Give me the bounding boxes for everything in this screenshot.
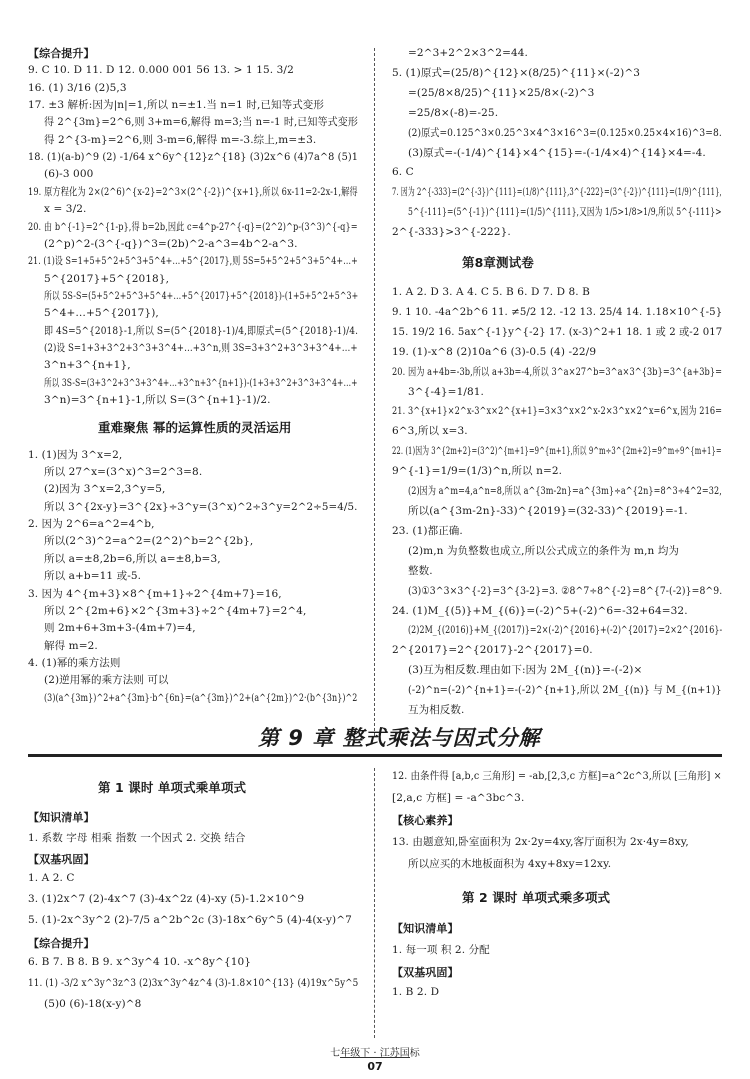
answer-line: 6. C xyxy=(392,166,414,179)
answer-line: 13. 由题意知,卧室面积为 2x·2y=4xy,客厅面积为 2x·4y=8xy, xyxy=(392,836,689,848)
answer-line: 9^{-1}=1/9=(1/3)^n,所以 n=2. xyxy=(392,465,563,478)
answer-line: 互为相反数. xyxy=(408,704,465,717)
answer-line: 所以(a^{3m-2n}-33)^{2019}=(32-33)^{2019}=-1. xyxy=(408,505,688,517)
answer-line: (-2)^n=(-2)^{n+1}=-(-2)^{n+1},所以 2M_{(n)} 与 M_{(n+1)} xyxy=(408,684,722,697)
section-title: 第8章测试卷 xyxy=(462,255,534,271)
answer-line: 所以 a+b=11 或-5. xyxy=(44,570,142,583)
answer-line: 9. C 10. D 11. D 12. 0.000 001 56 13. > 1 15. 3/2 xyxy=(28,64,294,77)
column-divider-lower xyxy=(374,768,376,1038)
answer-line: (3)互为相反数.理由如下:因为 2M_{(n)}=-(-2)× xyxy=(408,664,643,677)
section-heading: 【知识清单】 xyxy=(392,922,459,935)
answer-line: 19. 原方程化为 2×(2^6)^{x-2}=2^3×(2^{-2})^{x+1},所以 6x-11=2-2x-1,解得 xyxy=(28,185,358,198)
answer-line: 5^{2017}+5^{2018}, xyxy=(44,272,170,285)
answer-line: 6^3,所以 x=3. xyxy=(392,425,468,438)
answer-line: 4. (1)幂的乘方法则 xyxy=(28,656,121,669)
answer-line: 20. 由 b^{-1}=2^{1-p},得 b=2b,因此 c=4^p-27^{-q}=(2^2)^p-(3^3)^{-q}= xyxy=(28,220,358,233)
answer-line: 所以 27^x=(3^x)^3=2^3=8. xyxy=(44,466,203,479)
answer-line: (2)m,n 为负整数也成立,所以公式成立的条件为 m,n 均为 xyxy=(408,544,680,557)
answer-line: (6)-3 000 xyxy=(44,168,94,181)
answer-line: 1. A 2. D 3. A 4. C 5. B 6. D 7. D 8. B xyxy=(392,286,590,298)
section-title: 第 2 课时 单项式乘多项式 xyxy=(462,890,611,905)
footer-rule xyxy=(340,1057,410,1058)
footer-grade: 七年级下 · 江苏国标 xyxy=(330,1048,420,1059)
answer-line: 12. 由条件得 [a,b,c 三角形] = -ab,[2,3,c 方框]=a^2c^3,所以 [三角形] × xyxy=(392,770,722,782)
answer-line: 1. 每一项 积 2. 分配 xyxy=(392,944,490,956)
answer-line: 11. (1) -3/2 x^3y^3z^3 (2)3x^3y^4z^4 (3)-1.8×10^{13} (4)19x^5y^5 xyxy=(28,977,359,989)
answer-line: 3^n)=3^{n+1}-1,所以 S=(3^{n+1}-1)/2. xyxy=(44,394,271,407)
answer-line: 3. 因为 4^{m+3}×8^{m+1}÷2^{4m+7}=16, xyxy=(28,587,282,600)
answer-line: 19. (1)-x^8 (2)10a^6 (3)-0.5 (4) -22/9 xyxy=(392,345,597,358)
chapter-rule xyxy=(28,754,722,757)
answer-line: =2^3+2^2×3^2=44. xyxy=(408,47,528,59)
answer-line: 7. 因为 2^{-333}=(2^{-3})^{111}=(1/8)^{111},3^{-222}=(3^{-2})^{111}=(1/9)^{111}, xyxy=(392,186,722,199)
answer-line: =(25/8×8/25)^{11}×25/8×(-2)^3 xyxy=(408,86,595,99)
answer-line: 18. (1)(a-b)^9 (2) -1/64 x^6y^{12}z^{18} (3)2x^6 (4)7a^8 (5)1 xyxy=(28,151,359,164)
answer-line: 5^{-111}=(5^{-1})^{111}=(1/5)^{111},又因为 1/5>1/8>1/9,所以 5^{-111}> xyxy=(408,206,722,219)
section-heading: 【双基巩固】 xyxy=(392,966,459,979)
answer-line: 21. 3^{x+1}×2^x-3^x×2^{x+1}=3×3^x×2^x-2×3^x×2^x=6^x,因为 216= xyxy=(392,405,723,418)
answer-line: 所以 3S-S=(3+3^2+3^3+3^4+…+3^n+3^{n+1})-(1+3+3^2+3^3+3^4+…+ xyxy=(44,376,358,389)
answer-line: 1. (1)因为 3^x=2, xyxy=(28,448,123,461)
answer-line: 所以 a=±8,2b=6,所以 a=±8,b=3, xyxy=(44,552,221,565)
section-heading: 【知识清单】 xyxy=(28,811,95,824)
answer-line: 所以应买的木地板面积为 4xy+8xy=12xy. xyxy=(408,858,612,870)
answer-line: 5. (1)-2x^3y^2 (2)-7/5 a^2b^2c (3)-18x^6y^5 (4)-4(x-y)^7 xyxy=(28,914,352,926)
answer-line: =25/8×(-8)=-25. xyxy=(408,106,499,119)
answer-line: 5^4+…+5^{2017}), xyxy=(44,307,159,320)
answer-line: 所以(2^3)^2=a^2=(2^2)^b=2^{2b}, xyxy=(44,535,254,548)
answer-line: 2^{2017}=2^{2017}-2^{2017}=0. xyxy=(392,644,593,657)
answer-line: (3)①3^3×3^{-2}=3^{3-2}=3. ②8^7÷8^{-2}=8^{7-(-2)}=8^9. xyxy=(408,584,723,597)
answer-line: 6. B 7. B 8. B 9. x^3y^4 10. -x^8y^{10} xyxy=(28,956,252,968)
answer-line: (3)原式=-(-1/4)^{14}×4^{15}=-(-1/4×4)^{14}×4=-4. xyxy=(408,146,706,159)
answer-line: 15. 19/2 16. 5ax^{-1}y^{-2} 17. (x-3)^2+1 18. 1 或 2 或-2 017 xyxy=(392,325,723,338)
answer-line: 22. (1)因为 3^{2m+2}=(3^2)^{m+1}=9^{m+1},所以 9^m÷3^{2m+2}=9^m÷9^{m+1}= xyxy=(392,445,722,458)
answer-line: (2)逆用幂的乘方法则 可以 xyxy=(44,674,169,687)
answer-line: 得 2^{3-m}=2^6,则 3-m=6,解得 m=-3.综上,m=±3. xyxy=(44,133,317,146)
answer-line: 2. 因为 2^6=a^2=4^b, xyxy=(28,518,155,531)
section-heading: 【双基巩固】 xyxy=(28,853,95,866)
column-divider xyxy=(374,48,376,736)
answer-line: 3. (1)2x^7 (2)-4x^7 (3)-4x^2z (4)-xy (5)-1.2×10^9 xyxy=(28,893,305,905)
page-number: 07 xyxy=(367,1060,383,1073)
answer-line: 解得 m=2. xyxy=(44,639,98,652)
section-title: 重难聚焦 幂的运算性质的灵活运用 xyxy=(98,420,292,436)
answer-line: 所以 5S-S=(5+5^2+5^3+5^4+…+5^{2017}+5^{2018})-(1+5+5^2+5^3+ xyxy=(44,289,359,302)
section-heading: 【综合提升】 xyxy=(28,47,95,60)
answer-line: [2,a,c 方框] = -a^3bc^3. xyxy=(392,792,525,804)
answer-line: 所以 3^{2x-y}=3^{2x}÷3^y=(3^x)^2÷3^y=2^2÷5=4/5. xyxy=(44,500,358,513)
answer-line: 所以 2^{2m+6}×2^{3m+3}÷2^{4m+7}=2^4, xyxy=(44,604,307,617)
answer-line: 9. 1 10. -4a^2b^6 11. ≠5/2 12. -12 13. 25/4 14. 1.18×10^{-5} xyxy=(392,305,723,318)
section-heading: 【核心素养】 xyxy=(392,814,459,827)
answer-line: 3^{-4}=1/81. xyxy=(408,385,484,398)
answer-line: 21. (1)设 S=1+5+5^2+5^3+5^4+…+5^{2017},则 5S=5+5^2+5^3+5^4+…+ xyxy=(28,255,358,268)
answer-line: 则 2m+6+3m+3-(4m+7)=4, xyxy=(44,622,196,635)
answer-line: (2)因为 a^m=4,a^n=8,所以 a^{3m-2n}=a^{3m}÷a^{2n}=8^3÷4^2=32, xyxy=(408,485,722,498)
answer-line: 整数. xyxy=(408,564,433,577)
section-heading: 【综合提升】 xyxy=(28,937,95,950)
answer-line: 1. B 2. D xyxy=(392,986,440,998)
answer-line: 5. (1)原式=(25/8)^{12}×(8/25)^{11}×(-2)^3 xyxy=(392,66,641,79)
answer-line: (2)2M_{(2016)}+M_{(2017)}=2×(-2)^{2016}+(-2)^{2017}=2×2^{2016}- xyxy=(408,624,723,637)
section-title: 第 1 课时 单项式乘单项式 xyxy=(98,780,247,795)
answer-line: 16. (1) 3/16 (2)5,3 xyxy=(28,81,127,94)
answer-line: 20. 因为 a+4b=-3b,所以 a+3b=-4,所以 3^a×27^b=3^a×3^{3b}=3^{a+3b}= xyxy=(392,365,723,378)
answer-line: (2)原式=0.125^3×0.25^3×4^3×16^3=(0.125×0.25×4×16)^3=8. xyxy=(408,126,722,139)
answer-line: 2^{-333}>3^{-222}. xyxy=(392,226,511,239)
answer-line: (2^p)^2-(3^{-q})^3=(2b)^2-a^3=4b^2-a^3. xyxy=(44,237,298,250)
answer-line: 17. ±3 解析:因为|n|=1,所以 n=±1.当 n=1 时,已知等式变形 xyxy=(28,99,325,112)
chapter-title: 第 9 章 整式乘法与因式分解 xyxy=(258,726,541,750)
answer-line: 1. A 2. C xyxy=(28,872,75,884)
answer-line: 得 2^{3m}=2^6,则 3+m=6,解得 m=3;当 n=-1 时,已知等式变形 xyxy=(44,116,358,129)
answer-line: 即 4S=5^{2018}-1,所以 S=(5^{2018}-1)/4,即原式=(5^{2018}-1)/4. xyxy=(44,324,359,337)
answer-line: (2)设 S=1+3+3^2+3^3+3^4+…+3^n,则 3S=3+3^2+3^3+3^4+…+ xyxy=(44,341,358,354)
answer-line: 3^n+3^{n+1}, xyxy=(44,359,131,372)
answer-line: 24. (1)M_{(5)}+M_{(6)}=(-2)^5+(-2)^6=-32+64=32. xyxy=(392,604,688,617)
answer-line: x = 3/2. xyxy=(44,203,87,216)
answer-line: 23. (1)都正确. xyxy=(392,524,463,537)
answer-line: (2)因为 3^x=2,3^y=5, xyxy=(44,483,166,496)
answer-line: (5)0 (6)-18(x-y)^8 xyxy=(44,998,142,1010)
answer-line: 1. 系数 字母 相乘 指数 一个因式 2. 交换 结合 xyxy=(28,832,246,844)
answer-line: (3)(a^{3m})^2+a^{3m}·b^{6n}=(a^{3m})^2+(a^{2m})^2·(b^{3n})^2 xyxy=(44,691,358,704)
